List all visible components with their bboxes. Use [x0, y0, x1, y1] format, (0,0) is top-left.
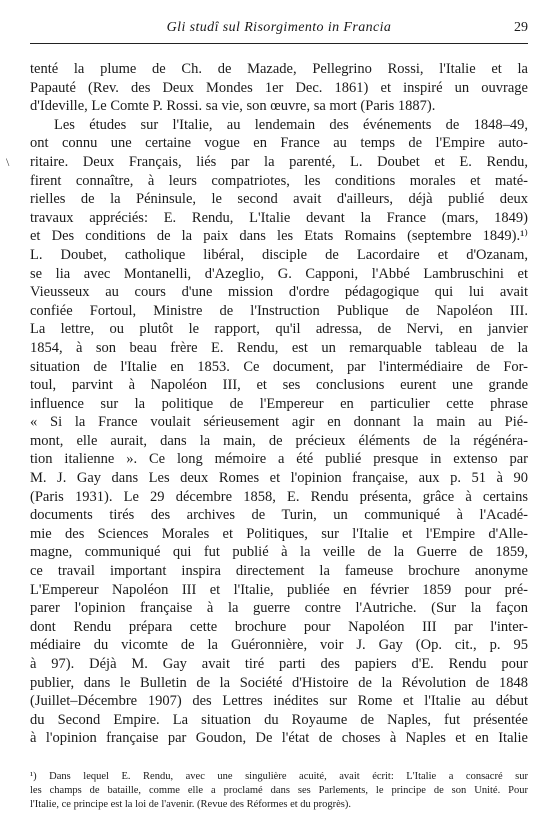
text-line: Les études sur l'Italie, au lendemain des événements de 1848–49, [54, 116, 528, 133]
running-header-title: Gli studî sul Risorgimento in Francia [166, 20, 392, 35]
text-line: « Si la France voulait sérieusement agir en donnant la main au Pié- [30, 414, 528, 431]
text-line: ce travail important inspira directement la fameuse brochure anonyme [30, 563, 528, 580]
body-text [30, 60, 528, 748]
text-line: (Juillet–Décembre 1907) des Lettres inédites sur Rome et l'Italie au début [30, 693, 528, 710]
text-line: tenté la plume de Ch. de Mazade, Pellegrino Rossi, l'Italie et la [30, 61, 528, 77]
text-line: ritaire. Deux Français, liés par la parenté, L. Doubet et E. Rendu, [30, 153, 528, 170]
margin-annotation: \ [6, 155, 10, 169]
text-line: du Second Empire. La situation du Royaume de Naples, fut présentée [30, 711, 528, 728]
text-line: toul, parvint à Napoléon III, et ses conclusions eurent une grande [30, 377, 528, 394]
text-line: et Des conditions de la paix dans les Etats Romains (septembre 1849).¹⁾ [30, 228, 528, 245]
text-line: Papauté (Rev. des Deux Mondes 1er Dec. 1861) et inspiré un ouvrage [30, 79, 528, 96]
text-line: dont Rendu prépara cette brochure pour Napoléon III par l'inter- [30, 618, 528, 635]
text-line: Vieusseux au cours d'une mission d'ordre pédagogique qui lui avait [30, 284, 528, 301]
text-line: situation de l'Italie en 1853. Ce document, par l'intermédiaire de For- [30, 358, 528, 375]
text-line: tion italienne ». Ce long mémoire a été publié presque in extenso par [30, 451, 528, 468]
text-line: publier, dans le Bulletin de la Société d'Histoire de la Révolution de 1848 [30, 674, 528, 691]
footnote-line: les champs de bataille, comme elle a proclamé dans ses Parlements, le principe de son Unité. Pour [30, 785, 528, 796]
text-line: rielles de la Péninsule, le second avait d'ailleurs, déjà publié deux [30, 191, 528, 208]
running-header [30, 17, 528, 44]
page-number: 29 [514, 20, 528, 35]
footnote-line: ¹) Dans lequel E. Rendu, avec une singulière acuité, avait écrit: L'Italie a consacré sur [30, 771, 528, 782]
text-line: d'Ideville, Le Comte P. Rossi. sa vie, son œuvre, sa mort (Paris 1887). [30, 98, 436, 115]
footnote [30, 770, 528, 812]
text-line: ont connu une certaine vogue en France au temps de l'Empire auto- [30, 135, 528, 152]
text-line: confiée Fortoul, Ministre de l'Instruction Publique de Napoléon III. [30, 302, 528, 319]
text-line: 1854, à son beau frère E. Rendu, est un remarquable tableau de la [30, 339, 528, 356]
text-line: firent connaître, à leurs compatriotes, les conditions morales et maté- [30, 172, 528, 189]
text-line: parer l'opinion française à la guerre contre l'Autriche. (Sur la façon [30, 600, 528, 617]
text-line: (Paris 1931). Le 29 décembre 1858, E. Rendu présenta, grâce à certains [30, 488, 528, 505]
text-line: mont, elle aurait, dans la main, de précieux éléments de la régénéra- [30, 432, 528, 449]
text-line: mie des Sciences Morales et Politiques, sur l'Italie et l'Empire d'Alle- [30, 525, 528, 542]
text-line: La lettre, ou plutôt le rapport, qu'il adressa, de Nervi, en janvier [30, 321, 528, 338]
text-line: L. Doubet, catholique libéral, disciple de Lacordaire et d'Ozanam, [30, 246, 528, 263]
footnote-line: l'Italie, ce principe est la loi de l'avenir. (Revue des Réformes et du progrès). [30, 799, 352, 810]
text-line: à 97). Déjà M. Gay avait tiré parti des papiers d'E. Rendu pour [30, 656, 528, 672]
text-line: à l'opinion française par Goudon, De l'état de choses à Naples et en Italie [30, 730, 528, 747]
text-line: médiaire du vicomte de la Guéronnière, voir J. Gay (Op. cit., p. 95 [30, 637, 528, 654]
text-line: M. J. Gay dans Les deux Romes et l'opinion française, aux p. 51 à 90 [30, 470, 528, 487]
text-line: travaux appréciés: E. Rendu, L'Italie devant la France (mars, 1849) [30, 209, 528, 226]
text-line: influence sur la politique de l'Empereur en particulier cette phrase [30, 395, 528, 412]
text-line: L'Empereur Napoléon III et l'Italie, publiée en février 1859 pour pré- [30, 581, 528, 598]
text-line: documents tirés des archives de Turin, un communiqué à l'Acadé- [30, 507, 528, 524]
text-line: se lia avec Montanelli, d'Azeglio, G. Capponi, l'Abbé Lambruschini et [30, 265, 528, 282]
text-line: magne, communiqué qui fut publié à la veille de la Guerre de 1859, [30, 544, 528, 561]
